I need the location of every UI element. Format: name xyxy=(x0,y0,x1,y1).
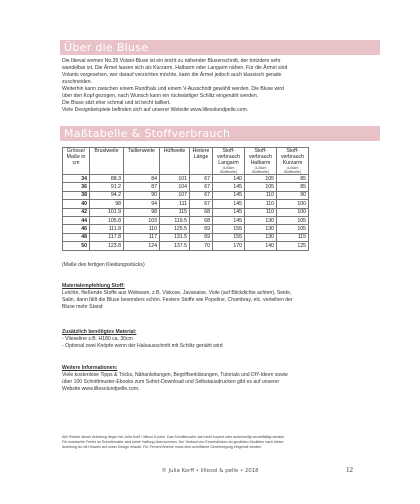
table-cell: 101.9 xyxy=(90,208,124,216)
size-cell: 38 xyxy=(63,191,90,199)
table-cell: 140 xyxy=(245,242,277,250)
header-fabric-long: Stoff- verbrauch Langarm (140cm Stoffbreite) xyxy=(213,148,245,175)
table-cell: 70 xyxy=(190,242,213,250)
header-fabric-half: Stoff- verbrauch Halbarm (140cm Stoffbreite) xyxy=(245,148,277,175)
table-cell: 137.5 xyxy=(160,242,190,250)
header-waist: Taillenweite xyxy=(124,148,160,175)
table-cell: 107 xyxy=(160,191,190,199)
table-row xyxy=(63,183,309,191)
table-cell: 88.3 xyxy=(90,175,124,183)
header-fabric-short: Stoff- verbrauch Kurzarm (140cm Stoffbreite) xyxy=(277,148,309,175)
info-line: Viele kostenlose Tipps & Tricks, Nähanleitungen, Begriffserklärungen, Tutorials und DIY-Ideen sowie xyxy=(62,372,288,378)
table-cell: 145 xyxy=(213,200,245,208)
intro-line: Die Bluse sitzt eher schmal und ist leicht tailliert. xyxy=(62,100,171,106)
table-cell: 87 xyxy=(124,183,160,191)
size-cell: 36 xyxy=(63,183,90,191)
header-back-length: Hintere Länge xyxy=(190,148,213,175)
intro-line: Weiterhin kann zwischen einem Rundhals und einem V-Ausschnitt gewählt werden. Die Bluse wird xyxy=(62,86,284,92)
table-cell: 110 xyxy=(124,225,160,233)
intro-line: Viele Designbeispiele befinden sich auf unserer Website www.lillesolundpelle.com. xyxy=(62,107,249,113)
table-cell: 130 xyxy=(245,233,277,241)
legal-note xyxy=(62,435,382,450)
table-cell: 124 xyxy=(124,242,160,250)
table-cell: 69 xyxy=(190,233,213,241)
table-cell: 68 xyxy=(190,208,213,216)
intro-paragraph xyxy=(62,58,382,114)
intro-line: zuschneiden. xyxy=(62,79,93,85)
intro-line: Die Ilkeval women No.35 Volant-Bluse ist ein leicht zu nähender Blusenschnitt, der trotzdem sehr xyxy=(62,58,281,64)
table-cell: 117 xyxy=(124,233,160,241)
table-cell: 119.5 xyxy=(160,216,190,224)
table-cell: 140 xyxy=(213,175,245,183)
table-cell: 115 xyxy=(160,208,190,216)
table-cell: 105 xyxy=(277,216,309,224)
size-cell: 48 xyxy=(63,233,90,241)
intro-line: über den Kopf gezogen, nach Wunsch kann ein rückwärtiger Schlitz eingenäht werden. xyxy=(62,93,259,99)
table-cell: 105 xyxy=(277,225,309,233)
fabric-line: Satin, dann fällt die Bluse besonders schön. Festere Stoffe wie Popeline, Chambray, etc. verleihen der xyxy=(62,297,293,303)
section-title-about: Über die Bluse xyxy=(64,41,149,54)
fabric-paragraph xyxy=(62,290,382,311)
legal-line: Anleitung ist mit Hinweis auf unser Design erlaubt. Für Firmen/Vereine muss eine schriftliche Genehmigung eingeholt werden. xyxy=(62,445,263,449)
section-header-measurements xyxy=(60,126,380,141)
header-bust: Brustweite xyxy=(90,148,124,175)
table-cell: 94 xyxy=(124,200,160,208)
fabric-heading: Materialempfehlung Stoff: xyxy=(62,283,125,289)
size-cell: 40 xyxy=(63,200,90,208)
table-row xyxy=(63,208,309,216)
legal-line: Für eventuelle Fehler im Schnittmuster wird keine Haftung übernommen. Der Verkauf von Einzelstücken an genähten Modellen nach dieser xyxy=(62,440,284,444)
intro-line: wandelbar ist. Die Ärmel lassen sich als Kurzarm, Halbarm oder Langarm nähen. Für die Ärmel sind xyxy=(62,65,288,71)
table-header-row xyxy=(63,148,309,175)
table-cell: 145 xyxy=(213,208,245,216)
table-cell: 85 xyxy=(277,183,309,191)
extras-item: - Optional zwei Knöpfe wenn der Halsausschnitt mit Schlitz genäht wird xyxy=(62,343,223,349)
section-title-measurements: Maßtabelle & Stoffverbrauch xyxy=(64,127,231,140)
fabric-line: Bluse mehr Stand xyxy=(62,304,103,310)
table-cell: 110 xyxy=(245,208,277,216)
table-cell: 98 xyxy=(124,208,160,216)
table-row xyxy=(63,233,309,241)
table-cell: 111 xyxy=(160,200,190,208)
table-cell: 111.8 xyxy=(90,225,124,233)
table-cell: 110 xyxy=(245,200,277,208)
table-row xyxy=(63,175,309,183)
section-header-about xyxy=(60,40,380,55)
table-cell: 90 xyxy=(277,191,309,199)
table-row xyxy=(63,216,309,224)
size-cell: 34 xyxy=(63,175,90,183)
table-cell: 117.8 xyxy=(90,233,124,241)
header-hip: Hüftweite xyxy=(160,148,190,175)
table-cell: 145 xyxy=(213,216,245,224)
table-cell: 69 xyxy=(190,225,213,233)
table-cell: 67 xyxy=(190,191,213,199)
legal-line: Alle Rechte dieser Anleitung liegen bei Julia Korff / lillesol & pelle. Das Schnittmuster darf nicht kopiert oder anderweitig vervielfältigt werden. xyxy=(62,435,286,439)
table-cell: 100 xyxy=(277,200,309,208)
intro-line: Volants vorgesehen, wer darauf verzichten möchte, kann die Ärmel jedoch auch klassisch gerade xyxy=(62,72,282,78)
table-note: (Maße des fertigen Kleidungsstücks) xyxy=(62,262,145,268)
table-cell: 123.8 xyxy=(90,242,124,250)
table-body xyxy=(63,175,309,251)
table-cell: 91.2 xyxy=(90,183,124,191)
table-cell: 125 xyxy=(277,242,309,250)
table-cell: 104 xyxy=(160,183,190,191)
table-cell: 170 xyxy=(213,242,245,250)
table-cell: 98 xyxy=(90,200,124,208)
page-number: 12 xyxy=(346,466,353,474)
table-cell: 105 xyxy=(245,183,277,191)
table-cell: 131.5 xyxy=(160,233,190,241)
table-cell: 103 xyxy=(124,216,160,224)
info-line: Website www.lillesolundpelle.com. xyxy=(62,386,140,392)
table-cell: 105 xyxy=(245,175,277,183)
extras-item: - Vlieseline z.B. H180 ca. 30cm xyxy=(62,336,133,342)
table-cell: 101 xyxy=(160,175,190,183)
size-table xyxy=(62,147,309,251)
table-cell: 115 xyxy=(277,233,309,241)
info-heading: Weitere Informationen: xyxy=(62,365,118,371)
table-cell: 100 xyxy=(277,208,309,216)
table-cell: 94.2 xyxy=(90,191,124,199)
table-cell: 125.5 xyxy=(160,225,190,233)
extras-list xyxy=(62,336,382,350)
header-size: Grösse/ Maße in cm xyxy=(63,148,90,175)
table-cell: 155 xyxy=(213,225,245,233)
size-cell: 44 xyxy=(63,216,90,224)
size-cell: 50 xyxy=(63,242,90,250)
table-cell: 67 xyxy=(190,175,213,183)
copyright: © Julia Korff • lillesol & pelle • 2018 xyxy=(161,468,259,474)
extras-heading: Zusätzlich benötigtes Material: xyxy=(62,329,137,335)
table-row xyxy=(63,225,309,233)
table-row xyxy=(63,242,309,250)
table-cell: 67 xyxy=(190,183,213,191)
table-cell: 145 xyxy=(213,183,245,191)
table-row xyxy=(63,200,309,208)
table-cell: 105.8 xyxy=(90,216,124,224)
table-cell: 145 xyxy=(213,191,245,199)
table-cell: 110 xyxy=(245,191,277,199)
info-paragraph xyxy=(62,372,382,393)
table-row xyxy=(63,191,309,199)
size-cell: 42 xyxy=(63,208,90,216)
table-cell: 84 xyxy=(124,175,160,183)
table-cell: 67 xyxy=(190,200,213,208)
table-cell: 130 xyxy=(245,216,277,224)
table-cell: 90 xyxy=(124,191,160,199)
table-cell: 155 xyxy=(213,233,245,241)
table-cell: 85 xyxy=(277,175,309,183)
table-cell: 68 xyxy=(190,216,213,224)
info-line: über 100 Schnittmuster-Ebooks zum Sofort-Download und Selbstausdrucken gibt es auf unserer xyxy=(62,379,280,385)
fabric-line: Leichte, fließende Stoffe aus Webware, z.B. Viskose, Javanaise, Voile (auf Blickdichte achten), Seide, xyxy=(62,290,292,296)
size-cell: 46 xyxy=(63,225,90,233)
table-cell: 130 xyxy=(245,225,277,233)
